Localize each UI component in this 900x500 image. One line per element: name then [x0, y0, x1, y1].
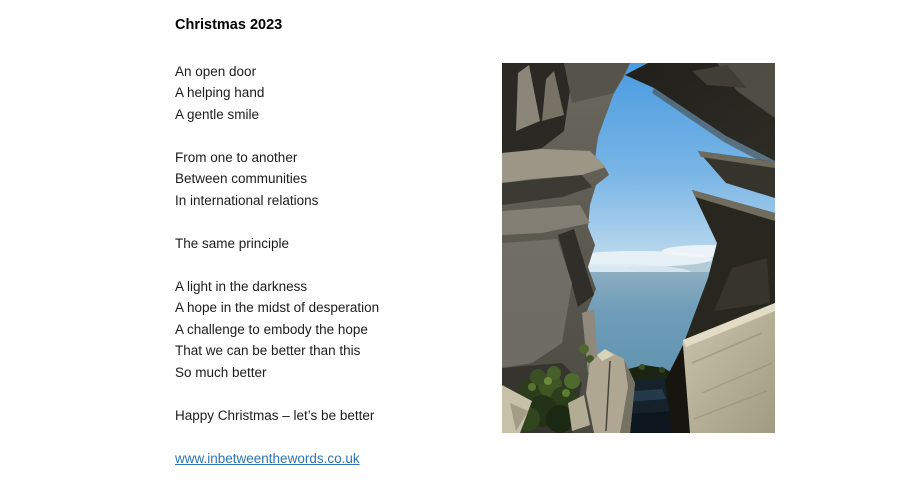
poem-line: The same principle [175, 235, 290, 251]
poem-line: A challenge to embody the hope [175, 321, 368, 337]
poem-line: In international relations [175, 192, 319, 208]
poem-title: Christmas 2023 [175, 17, 283, 33]
poem-line: Happy Christmas – let’s be better [175, 407, 375, 423]
stanza-1 [175, 61, 379, 126]
website-link[interactable]: www.inbetweenthewords.co.uk [175, 450, 360, 466]
cliff-photo-graphic [502, 63, 775, 433]
poem-line: Between communities [175, 171, 308, 186]
stanza-5 [175, 405, 379, 427]
stanza-3 [175, 233, 379, 255]
poem-line: A hope in the midst of desperation [175, 300, 380, 315]
poem-line: A helping hand [175, 85, 265, 100]
poem-line: That we can be better than this [175, 343, 361, 358]
poem-line: A gentle smile [175, 106, 260, 122]
poem-line: So much better [175, 364, 267, 380]
poem-line: An open door [175, 63, 257, 79]
stanza-4 [175, 276, 379, 384]
poem-line: A light in the darkness [175, 278, 308, 294]
cliff-opening-photo [502, 63, 775, 433]
poem [175, 15, 379, 469]
stanza-2 [175, 147, 379, 212]
poem-line: From one to another [175, 149, 298, 165]
